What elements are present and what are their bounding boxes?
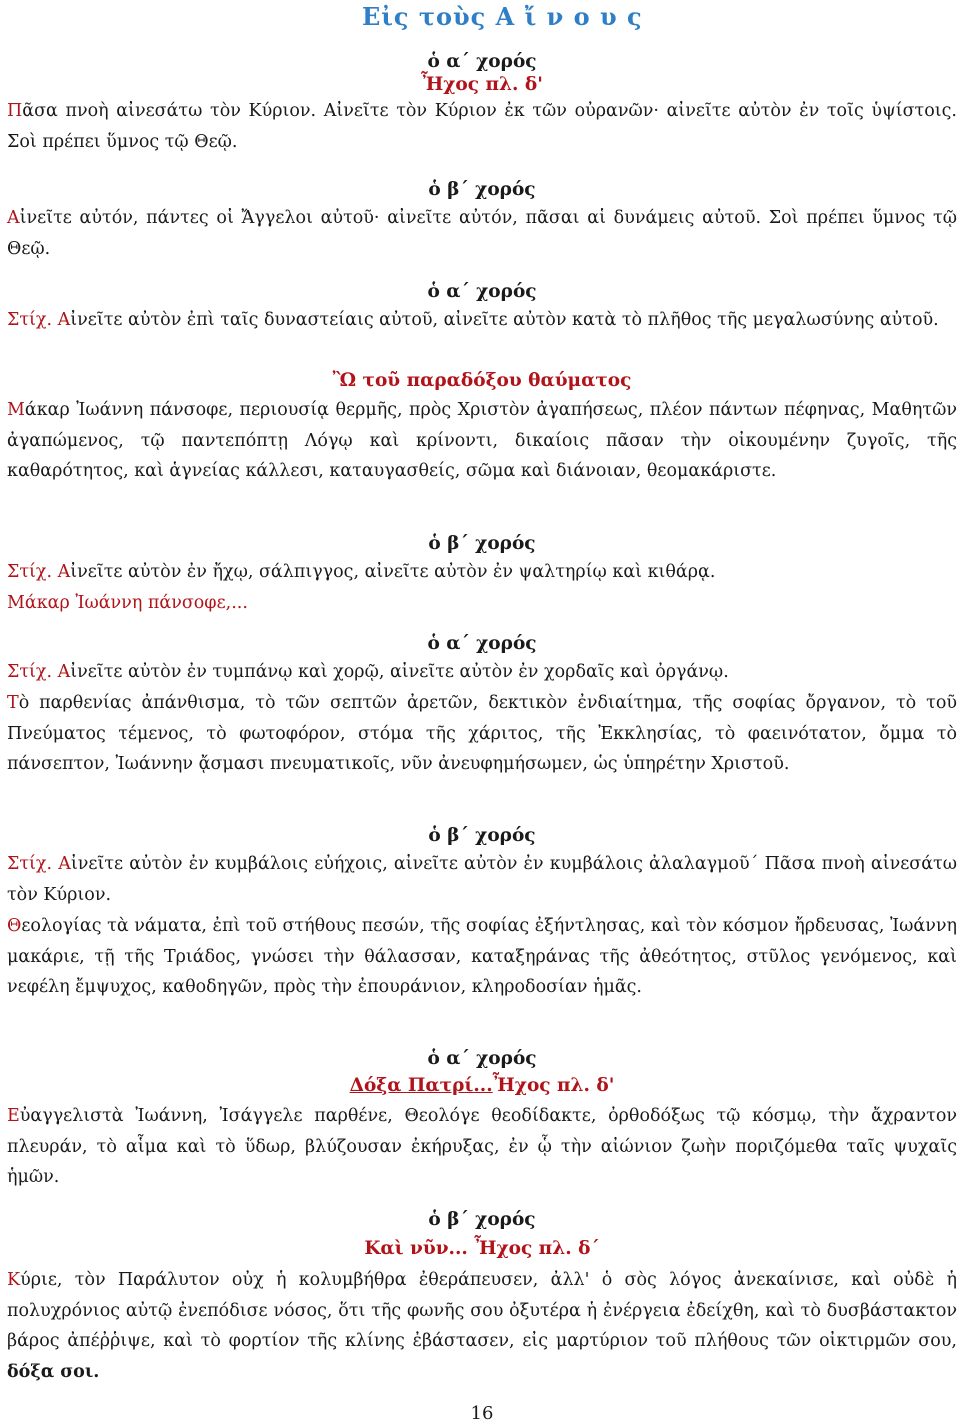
- tone-heading: Ἦχος πλ. δ': [421, 74, 543, 95]
- choir-heading: ὁ α΄ χορός: [427, 1048, 537, 1069]
- choir-heading: ὁ β΄ χορός: [428, 533, 536, 554]
- hymn-model-heading: Ὢ τοῦ παραδόξου θαύματος: [332, 370, 632, 391]
- kai-nyn-heading: Καὶ νῦν... Ἦχος πλ. δ΄: [364, 1238, 600, 1259]
- choir-heading: ὁ β΄ χορός: [428, 1209, 536, 1230]
- stichos-paragraph: Στίχ. Αἰνεῖτε αὐτὸν ἐν ἤχῳ, σάλπιγγος, αἰνεῖτε αὐτὸν ἐν ψαλτηρίῳ καὶ κιθάρᾳ.: [7, 562, 716, 582]
- choir-heading: ὁ α΄ χορός: [427, 281, 537, 302]
- choir-heading: ὁ α΄ χορός: [427, 633, 537, 654]
- stichos-paragraph: Στίχ. Αἰνεῖτε αὐτὸν ἐν τυμπάνῳ καὶ χορῷ, αἰνεῖτε αὐτὸν ἐν χορδαῖς καὶ ὀργάνῳ.: [7, 662, 729, 682]
- hymn-paragraph: Μάκαρ Ἰωάννη πάνσοφε, περιουσίᾳ θερμῆς, πρὸς Χριστὸν ἀγαπήσεως, πλέον πάντων πέφηνας, Μαθητῶν ἀγαπώμενος, τῷ παντεπόπτῃ Λόγῳ καὶ κρίνοντι, δικαίοις πᾶσαν τὴν οἰκουμένην ζυγοῖς, τῆς καθαρότητος, καὶ ἁγνείας κάλλεσι, καταυγασθείς, σῶμα καὶ διάνοιαν, θεομακάριστε.: [7, 400, 957, 481]
- stichos-paragraph: Στίχ. Αἰνεῖτε αὐτὸν ἐπὶ ταῖς δυναστείαις αὐτοῦ, αἰνεῖτε αὐτὸν κατὰ τὸ πλῆθος τῆς μεγαλωσύνης αὐτοῦ.: [7, 310, 939, 330]
- choir-heading: ὁ α΄ χορός: [427, 51, 537, 72]
- stichos-paragraph: Στίχ. Αἰνεῖτε αὐτὸν ἐν κυμβάλοις εὐήχοις, αἰνεῖτε αὐτὸν ἐν κυμβάλοις ἀλαλαγμοῦ΄ Πᾶσα πνοὴ αἰνεσάτω τὸν Κύριον.: [7, 854, 958, 905]
- hymn-paragraph: Θεολογίας τὰ νάματα, ἐπὶ τοῦ στήθους πεσών, τῆς σοφίας ἐξήντλησας, καὶ τὸν κόσμον ἤρδευσας, Ἰωάννη μακάριε, τῇ τῆς Τριάδος, γνώσει τὴν θάλασσαν, καταξηράνας τῆς ἀθεότητος, στῦλος γενόμενος, καὶ νεφέλη ἔμψυχος, καθοδηγῶν, πρὸς τὴν ἐπουράνιον, κληροδοσίαν ἡμᾶς.: [7, 916, 957, 997]
- doxa-heading: Δόξα Πατρί...Ἦχος πλ. δ': [349, 1075, 615, 1096]
- page-number: 16: [470, 1403, 494, 1424]
- doxastikon-paragraph: Εὐαγγελιστὰ Ἰωάννη, Ἰσάγγελε παρθένε, Θεολόγε θεοδίδακτε, ὀρθοδόξως τῷ κόσμῳ, τὴν ἄχραντον πλευράν, τὸ αἷμα καὶ τὸ ὕδωρ, βλύζουσαν ἐκήρυξας, ἐν ᾧ τὴν αἰώνιον ζωὴν ποριζόμεθα ταῖς ψυχαῖς ἡμῶν.: [7, 1106, 957, 1187]
- theotokion-paragraph: Κύριε, τὸν Παράλυτον οὐχ ἡ κολυμβήθρα ἐθεράπευσεν, ἀλλ' ὁ σὸς λόγος ἀνεκαίνισε, καὶ οὐδὲ ἡ πολυχρόνιος αὐτῷ ἐνεπόδισε νόσος, ὅτι τῆς φωνῆς σου ὀξυτέρα ἡ ἐνέργεια ἐδείχθη, καὶ τὸ δυσβάστακτον βάρος ἀπέῤῥιψε, καὶ τὸ φορτίον τῆς κλίνης ἐβάστασεν, εἰς μαρτύριον τοῦ πλήθους τῶν οἰκτιρμῶν σου, δόξα σοι.: [7, 1270, 957, 1382]
- choir-heading: ὁ β΄ χορός: [428, 179, 536, 200]
- refrain-line: Μάκαρ Ἰωάννη πάνσοφε,...: [7, 593, 248, 613]
- choir-heading: ὁ β΄ χορός: [428, 825, 536, 846]
- verse-paragraph: Πᾶσα πνοὴ αἰνεσάτω τὸν Κύριον. Αἰνεῖτε τὸν Κύριον ἐκ τῶν οὐρανῶν· αἰνεῖτε αὐτὸν ἐν τοῖς ὑψίστοις. Σοὶ πρέπει ὕμνος τῷ Θεῷ.: [7, 101, 957, 152]
- page-title: Εἰς τοὺς Α ἴ ν ο υ ς: [362, 2, 643, 31]
- verse-paragraph: Αἰνεῖτε αὐτόν, πάντες οἱ Ἄγγελοι αὐτοῦ· αἰνεῖτε αὐτόν, πᾶσαι αἱ δυνάμεις αὐτοῦ. Σοὶ πρέπει ὕμνος τῷ Θεῷ.: [7, 208, 957, 259]
- hymn-paragraph: Τὸ παρθενίας ἀπάνθισμα, τὸ τῶν σεπτῶν ἀρετῶν, δεκτικὸν ἐνδιαίτημα, τῆς σοφίας ὄργανον, τὸ τοῦ Πνεύματος τέμενος, τὸ φωτοφόρον, στόμα τῆς χάριτος, τῆς Ἐκκλησίας, τὸ φαεινότατον, ὄμμα τὸ πάνσεπτον, Ἰωάννην ᾄσμασι πνευματικοῖς, νῦν ἀνευφημήσωμεν, ὡς ὑπηρέτην Χριστοῦ.: [7, 693, 957, 774]
